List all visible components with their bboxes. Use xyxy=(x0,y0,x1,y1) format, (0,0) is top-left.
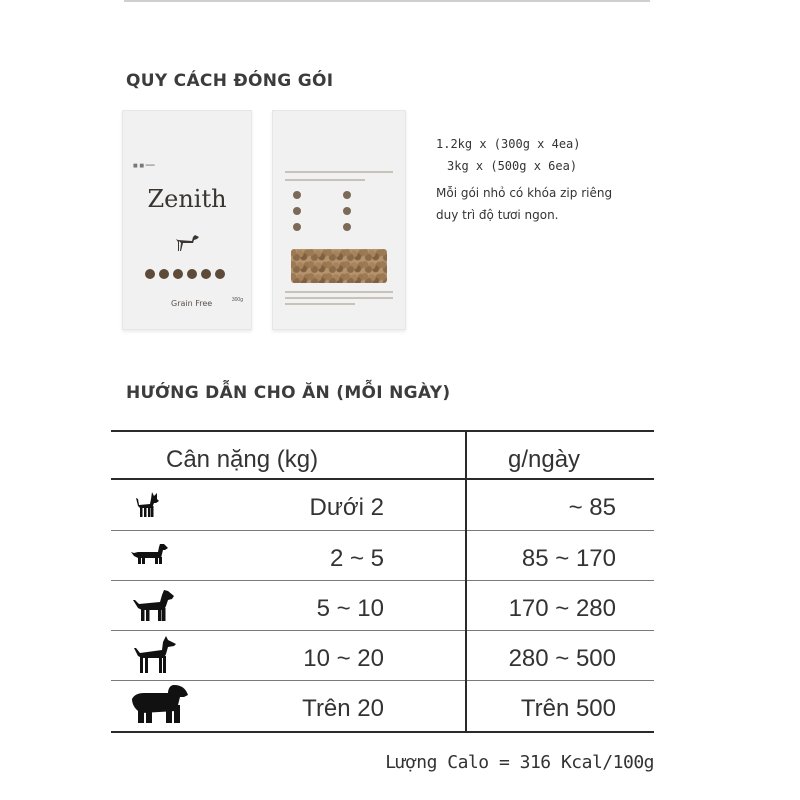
table-header-rule xyxy=(111,478,654,480)
bag-brand-name: Zenith xyxy=(147,185,227,213)
table-row-5-weight: Trên 20 xyxy=(302,695,384,722)
calorie-info: Lượng Calo = 316 Kcal/100g xyxy=(385,752,654,773)
pack-note-1: Mỗi gói nhỏ có khóa zip riêng xyxy=(436,186,613,200)
bag-grain-free-label: Grain Free xyxy=(171,299,213,308)
bag-feature-icons xyxy=(145,269,225,279)
bag-front-image xyxy=(122,110,252,330)
table-row-1-grams: ~ 85 xyxy=(568,494,616,521)
table-row-4-grams: 280 ~ 500 xyxy=(508,645,616,672)
table-column-divider xyxy=(465,431,467,733)
header-weight: Cân nặng (kg) xyxy=(166,446,319,473)
chihuahua-icon xyxy=(130,490,162,520)
dachshund-icon xyxy=(130,540,170,568)
bag-dog-icon xyxy=(175,233,201,255)
table-row-1-weight: Dưới 2 xyxy=(309,494,384,521)
bag-back-image xyxy=(272,110,406,330)
doberman-icon xyxy=(130,634,178,676)
table-row-3-weight: 5 ~ 10 xyxy=(316,595,384,622)
feeding-guide-title: HƯỚNG DẪN CHO ĂN (MỖI NGÀY) xyxy=(126,383,451,403)
header-grams-per-day: g/ngày xyxy=(508,446,581,473)
pack-note-2: duy trì độ tươi ngon. xyxy=(436,208,559,222)
bull-terrier-icon xyxy=(130,588,176,624)
table-row-2-weight: 2 ~ 5 xyxy=(329,545,384,572)
table-row-2-grams: 85 ~ 170 xyxy=(521,545,616,572)
table-bottom-rule xyxy=(111,731,654,733)
bag-front-logo: ■ ■ ═══ xyxy=(133,163,155,169)
table-row-4-weight: 10 ~ 20 xyxy=(303,645,384,672)
table-row-3-grams: 170 ~ 280 xyxy=(508,595,616,622)
bag-weight-label: 300g xyxy=(231,297,243,303)
kibble-photo xyxy=(291,249,387,283)
large-dog-icon xyxy=(130,683,190,727)
pack-size-2: 3kg x (500g x 6ea) xyxy=(447,159,578,173)
pack-size-1: 1.2kg x (300g x 4ea) xyxy=(436,137,581,151)
table-row-5-grams: Trên 500 xyxy=(520,695,616,722)
table-top-rule xyxy=(111,430,654,432)
top-divider xyxy=(124,0,650,2)
packaging-title: QUY CÁCH ĐÓNG GÓI xyxy=(126,71,334,91)
